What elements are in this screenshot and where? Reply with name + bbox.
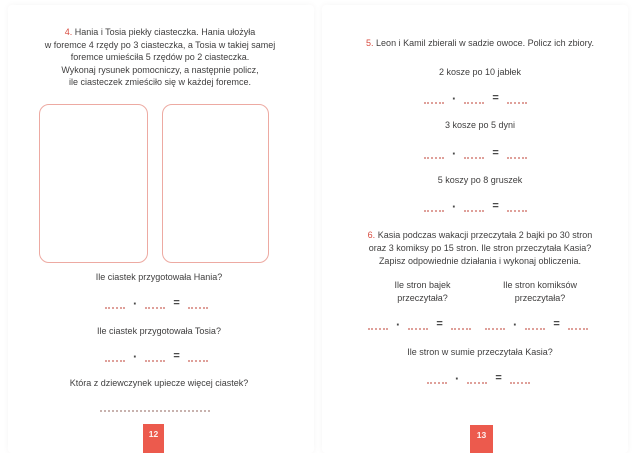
multiply-sign: · bbox=[513, 317, 518, 332]
question-sum: Ile stron w sumie przeczytała Kasia? bbox=[407, 347, 553, 357]
multiply-sign: · bbox=[455, 371, 460, 386]
equation-pears bbox=[424, 199, 527, 212]
answer-blank bbox=[424, 94, 444, 104]
answer-blank bbox=[145, 352, 165, 362]
answer-blank bbox=[464, 202, 484, 212]
answer-blank bbox=[568, 320, 588, 330]
multiply-sign: · bbox=[452, 91, 457, 106]
answer-blank bbox=[145, 299, 165, 309]
page-number-right: 13 bbox=[470, 425, 493, 453]
answer-blank bbox=[408, 320, 428, 330]
answer-blank bbox=[464, 149, 484, 159]
multiply-sign: · bbox=[133, 349, 138, 364]
question-tosia: Ile ciastek przygotowała Tosia? bbox=[97, 326, 221, 336]
task6-line1: 6. Kasia podczas wakacji przeczytała 2 bajki po 30 stron bbox=[367, 230, 593, 240]
multiply-sign: · bbox=[452, 146, 457, 161]
answer-blank bbox=[427, 374, 447, 384]
task6-line2: oraz 3 komiksy po 15 stron. Ile stron przeczytała Kasia? bbox=[368, 243, 592, 253]
equals-sign: = bbox=[492, 147, 499, 159]
question-fairytales: Ile stron bajek przeczytała? bbox=[394, 280, 451, 303]
task4-line1: 4. Hania i Tosia piekły ciasteczka. Hania ułożyła bbox=[64, 27, 256, 37]
multiply-sign: · bbox=[452, 199, 457, 214]
task6-line3: Zapisz odpowiednie działania i wykonaj obliczenia. bbox=[378, 256, 582, 266]
task4-text bbox=[13, 26, 307, 89]
task4-line4: Wykonaj rysunek pomocniczy, a następnie policz, bbox=[61, 64, 259, 75]
drawing-frame-hania bbox=[39, 104, 148, 263]
task5-number: 5. bbox=[366, 38, 374, 48]
task4-number: 4. bbox=[64, 27, 73, 37]
equation-apples bbox=[424, 91, 527, 104]
equals-sign: = bbox=[173, 297, 180, 309]
answer-blank bbox=[105, 299, 125, 309]
item-pears: 5 koszy po 8 gruszek bbox=[437, 175, 523, 185]
answer-blank bbox=[507, 149, 527, 159]
answer-line bbox=[100, 402, 210, 412]
page-number-left: 12 bbox=[143, 424, 164, 453]
equals-sign: = bbox=[173, 350, 180, 362]
equation-hania bbox=[105, 296, 208, 309]
answer-blank bbox=[424, 149, 444, 159]
answer-blank bbox=[467, 374, 487, 384]
answer-blank bbox=[464, 94, 484, 104]
equation-fairytales bbox=[368, 317, 471, 330]
task6-text bbox=[325, 229, 635, 268]
multiply-sign: · bbox=[396, 317, 401, 332]
item-apples: 2 kosze po 10 jabłek bbox=[438, 67, 522, 77]
drawing-frame-tosia bbox=[162, 104, 269, 263]
question-comics: Ile stron komiksów przeczytała? bbox=[502, 280, 578, 303]
answer-blank bbox=[507, 202, 527, 212]
answer-blank bbox=[105, 352, 125, 362]
task6-number: 6. bbox=[367, 230, 376, 240]
equals-sign: = bbox=[492, 200, 499, 212]
multiply-sign: · bbox=[133, 296, 138, 311]
answer-blank bbox=[525, 320, 545, 330]
equation-pumpkins bbox=[424, 146, 527, 159]
task4-line3: foremce umieściła 5 rzędów po 2 ciasteczka. bbox=[70, 52, 250, 63]
question-hania: Ile ciastek przygotowała Hania? bbox=[95, 272, 223, 282]
answer-blank bbox=[188, 299, 208, 309]
answer-blank bbox=[368, 320, 388, 330]
task5-text: 5. Leon i Kamil zbierali w sadzie owoce. Policz ich zbiory. bbox=[366, 38, 594, 48]
answer-blank bbox=[485, 320, 505, 330]
equals-sign: = bbox=[492, 92, 499, 104]
equation-comics bbox=[485, 317, 588, 330]
answer-blank bbox=[451, 320, 471, 330]
answer-blank bbox=[507, 94, 527, 104]
question-compare: Która z dziewczynek upiecze więcej ciastek? bbox=[69, 378, 249, 388]
equals-sign: = bbox=[495, 372, 502, 384]
equation-sum bbox=[427, 371, 530, 384]
equals-sign: = bbox=[436, 318, 443, 330]
answer-blank bbox=[424, 202, 444, 212]
equation-tosia bbox=[105, 349, 208, 362]
task4-line5: ile ciasteczek zmieściło się w każdej foremce. bbox=[68, 77, 252, 88]
answer-blank bbox=[188, 352, 208, 362]
item-pumpkins: 3 kosze po 5 dyni bbox=[444, 120, 516, 130]
task4-line2: w foremce 4 rzędy po 3 ciasteczka, a Tosia w takiej samej bbox=[44, 39, 276, 50]
equals-sign: = bbox=[553, 318, 560, 330]
answer-blank bbox=[510, 374, 530, 384]
